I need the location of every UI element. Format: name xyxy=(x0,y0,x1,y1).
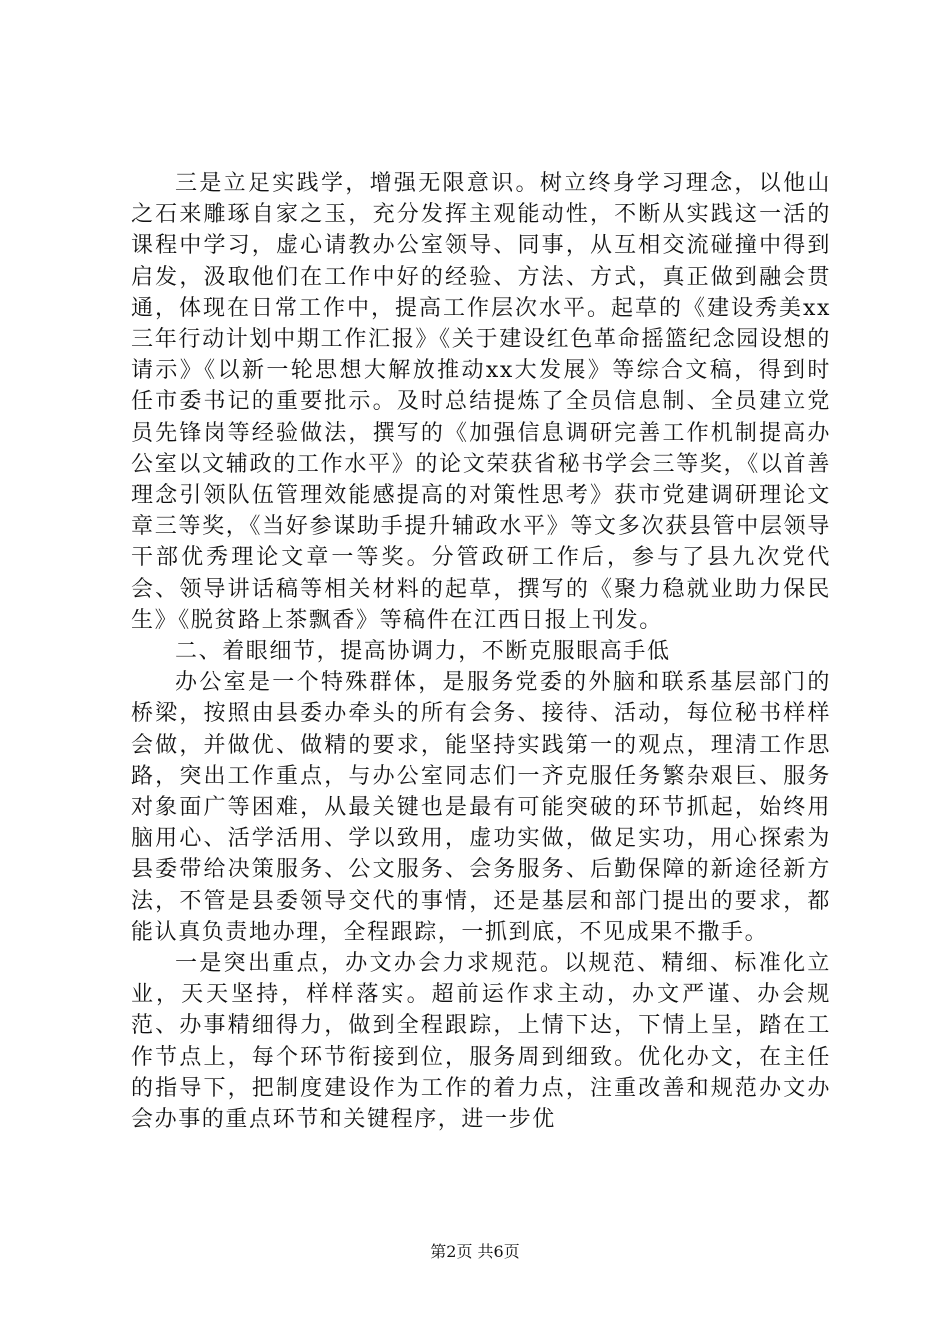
paragraph-document-meeting: 一是突出重点，办文办会力求规范。以规范、精细、标准化立业，天天坚持，样样落实。超前运作求主动，办文严谨、办会规范、办事精细得力，做到全程跟踪，上情下达，下情上呈，踏在工作节点上，每个环节衔接到位，服务周到细致。优化办文，在主任的指导下，把制度建设作为工作的着力点，注重改善和规范办文办会办事的重点环节和关键程序，进一步优 xyxy=(131,951,831,1133)
page-footer: 第2页 共6页 xyxy=(430,1242,520,1261)
section-heading-details: 二、着眼细节，提高协调力，不断克服眼高手低 xyxy=(175,639,671,665)
paragraph-office-group: 办公室是一个特殊群体，是服务党委的外脑和联系基层部门的桥梁，按照由县委办牵头的所有会务、接待、活动，每位秘书样样会做，并做优、做精的要求，能坚持实践第一的观点，理清工作思路，突出工作重点，与办公室同志们一齐克服任务繁杂艰巨、服务对象面广等困难，从最关键也是最有可能突破的环节抓起，始终用脑用心、活学活用、学以致用，虚功实做，做足实功，用心探索为县委带给决策服务、公文服务、会务服务、后勤保障的新途径新方法，不管是县委领导交代的事情，还是基层和部门提出的要求，都能认真负责地办理，全程跟踪，一抓到底，不见成果不撒手。 xyxy=(131,670,831,945)
document-body xyxy=(131,168,831,1135)
paragraph-practice-learning: 三是立足实践学，增强无限意识。树立终身学习理念，以他山之石来雕琢自家之玉，充分发挥主观能动性，不断从实践这一活的课程中学习，虚心请教办公室领导、同事，从互相交流碰撞中得到启发，汲取他们在工作中好的经验、方法、方式，真正做到融会贯通，体现在日常工作中，提高工作层次水平。起草的《建设秀美xx三年行动计划中期工作汇报》《关于建设红色革命摇篮纪念园设想的请示》《以新一轮思想大解放推动xx大发展》等综合文稿，得到时任市委书记的重要批示。及时总结提炼了全员信息制、全员建立党员先锋岗等经验做法，撰写的《加强信息调研完善工作机制提高办公室以文辅政的工作水平》的论文荣获省秘书学会三等奖，《以首善理念引领队伍管理效能感提高的对策性思考》获市党建调研理论文章三等奖，《当好参谋助手提升辅政水平》等文多次获县管中层领导干部优秀理论文章一等奖。分管政研工作后，参与了县九次党代会、领导讲话稿等相关材料的起草，撰写的《聚力稳就业助力保民生》《脱贫路上茶飘香》等稿件在江西日报上刊发。 xyxy=(131,171,831,633)
